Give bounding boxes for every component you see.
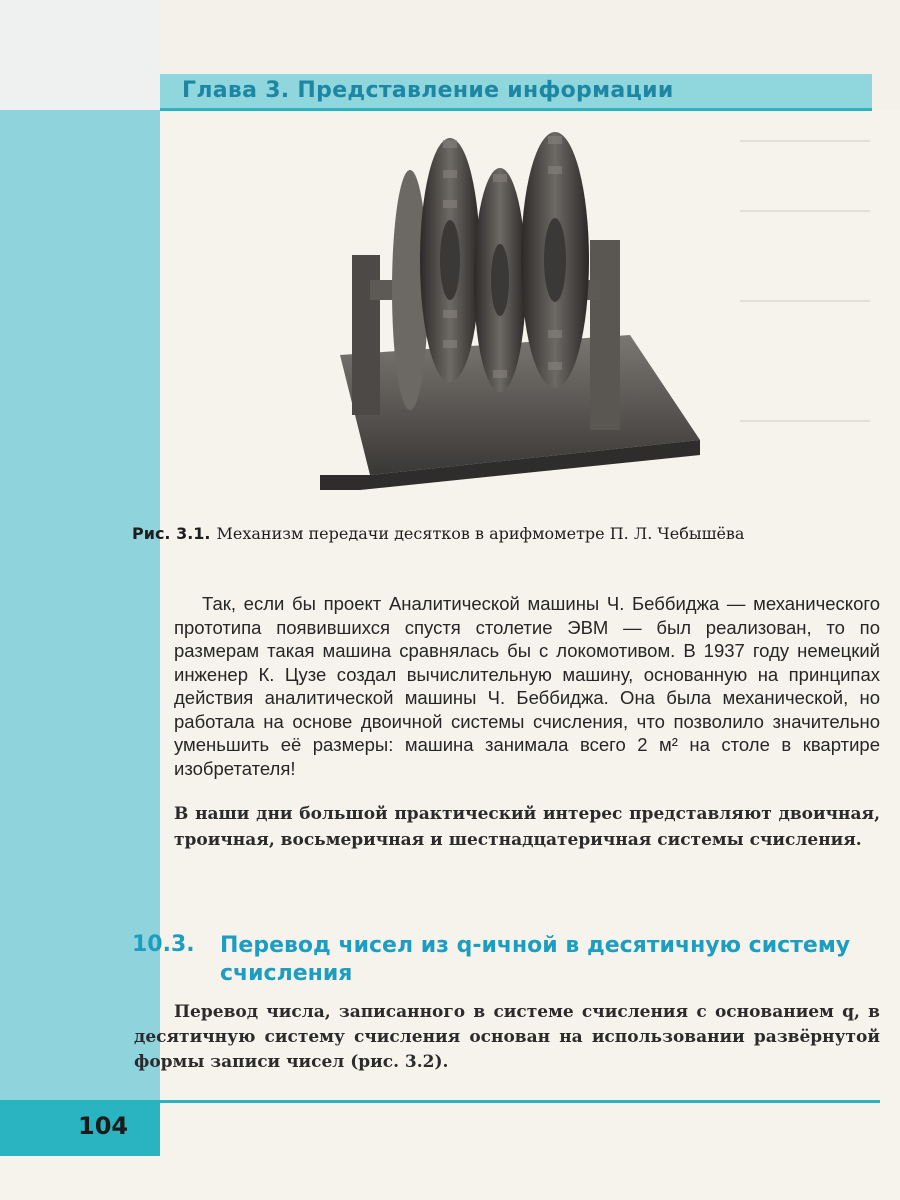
figure-caption-text: Механизм передачи десятков в арифмометре П. Л. Чебышёва [216, 524, 745, 543]
section-title: Перевод чисел из q-ичной в десятичную систему счисления [220, 933, 851, 986]
chapter-title: Глава 3. Представление информации [182, 78, 674, 103]
photo-wheel-hub [440, 220, 460, 300]
show-through-line [740, 140, 870, 142]
figure-label: Рис. 3.1. [132, 524, 211, 543]
photo-wheel-hub [544, 218, 566, 302]
show-through-line [740, 210, 870, 212]
paragraph-conversion: Перевод числа, записанного в системе счисления с основанием q, в десятичную систему счисления основан на использовании развёрнутой формы записи чисел (рис. 3.2). [134, 1002, 880, 1072]
page-margin [0, 0, 160, 110]
left-margin-panel [0, 110, 160, 1110]
bottom-rule [160, 1100, 880, 1103]
show-through-line [740, 420, 870, 422]
figure-caption [132, 524, 882, 543]
photo-left-stand [352, 255, 380, 415]
photo-right-stand [590, 240, 620, 430]
paragraph-modern-systems: В наши дни большой практический интерес представляют двоичная, троичная, восьмеричная и шестнадцатеричная системы счисления. [174, 804, 880, 850]
page-number: 104 [78, 1112, 129, 1140]
show-through-line [740, 300, 870, 302]
section-number: 10.3. [132, 932, 195, 957]
paragraph-babbage-zuse: Так, если бы проект Аналитической машины Ч. Беббиджа — механического прототипа появившихся спустя столетие ЭВМ — был реализован, то по размерам такая машина сравнялась бы с локомотивом. В 1937 году немецкий инженер К. Цузе создал вычислительную машину, основанную на принципах действия аналитической машины Ч. Беббиджа. Она была механической, но работала на основе двоичной системы счисления, что позволило значительно уменьшить её размеры: машина занимала всего 2 м² на столе в квартире изобретателя! [174, 593, 880, 779]
arithmometer-photo [300, 130, 720, 500]
photo-wheel-hub [491, 244, 509, 316]
